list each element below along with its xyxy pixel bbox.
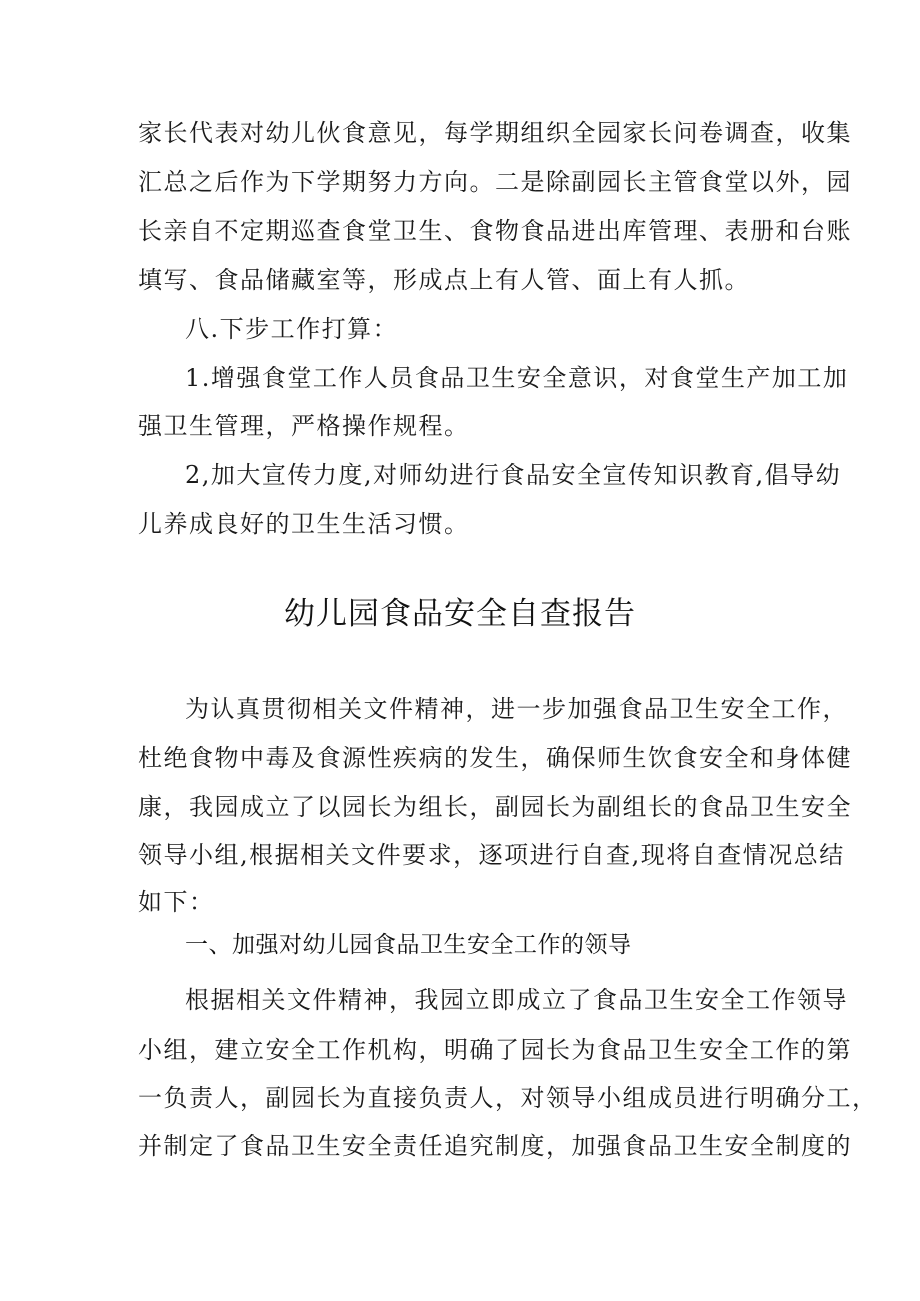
paragraph-line: 小组，建立安全工作机构，明确了园长为食品卫生安全工作的第 — [138, 1036, 852, 1064]
list-item-line: 儿养成良好的卫生生活习惯。 — [138, 510, 470, 538]
paragraph-line: 根据相关文件精神，我园立即成立了食品卫生安全工作领导 — [185, 986, 848, 1014]
paragraph-line: 填写、食品储藏室等，形成点上有人管、面上有人抓。 — [138, 266, 750, 294]
paragraph-line: 一负责人，副园长为直接负责人，对领导小组成员进行明确分工， — [138, 1084, 878, 1112]
paragraph-line: 为认真贯彻相关文件精神，进一步加强食品卫生安全工作， — [185, 695, 848, 723]
paragraph-line: 汇总之后作为下学期努力方向。二是除副园长主管食堂以外，园 — [138, 168, 852, 196]
section-eight-heading: 八.下步工作打算： — [185, 315, 399, 343]
paragraph-line: 长亲自不定期巡查食堂卫生、食物食品进出库管理、表册和台账 — [138, 217, 852, 245]
paragraph-line: 并制定了食品卫生安全责任追究制度，加强食品卫生安全制度的 — [138, 1132, 852, 1160]
report-title: 幼儿园食品安全自查报告 — [284, 596, 636, 632]
paragraph-line: 康，我园成立了以园长为组长，副园长为副组长的食品卫生安全 — [138, 793, 852, 821]
list-item-line: 强卫生管理，严格操作规程。 — [138, 412, 470, 440]
paragraph-line: 领导小组,根据相关文件要求，逐项进行自查,现将自查情况总结 — [138, 841, 845, 869]
paragraph-line: 杜绝食物中毒及食源性疾病的发生，确保师生饮食安全和身体健 — [138, 744, 852, 772]
paragraph-line: 家长代表对幼儿伙食意见，每学期组织全园家长问卷调查，收集 — [138, 119, 852, 147]
list-item-line: 2,加大宣传力度,对师幼进行食品安全宣传知识教育,倡导幼 — [185, 461, 842, 489]
section-one-heading: 一、加强对幼儿园食品卫生安全工作的领导 — [185, 932, 632, 958]
paragraph-line: 如下： — [138, 888, 215, 916]
list-item-line: 1.增强食堂工作人员食品卫生安全意识，对食堂生产加工加 — [185, 364, 849, 392]
